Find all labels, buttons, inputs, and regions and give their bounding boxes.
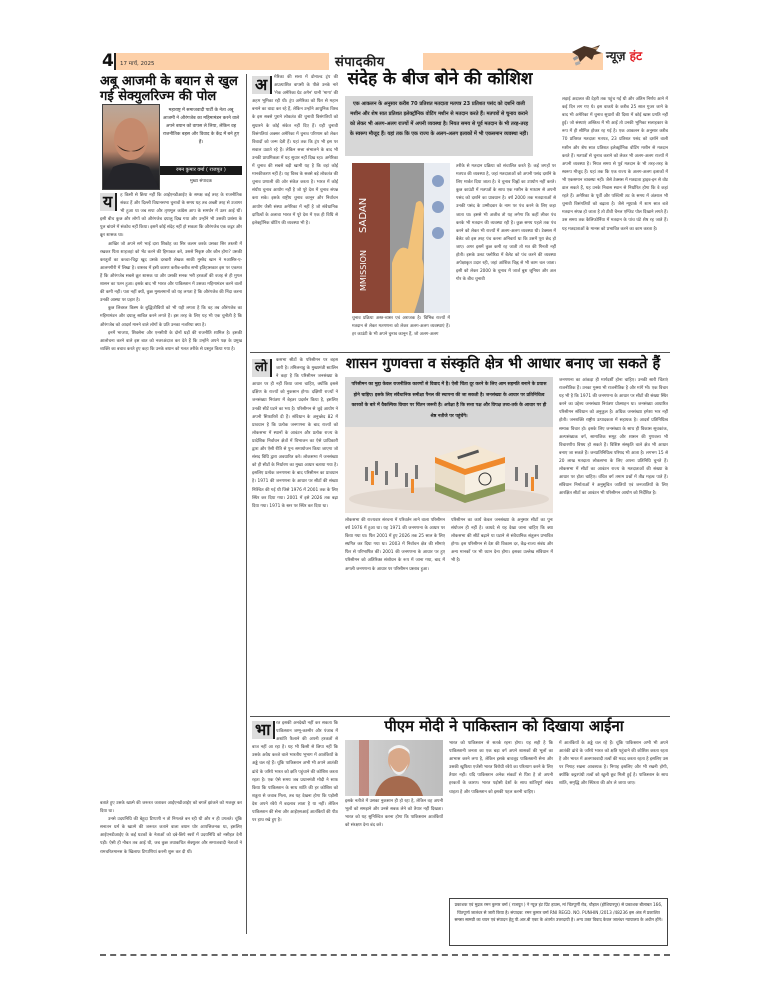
bottom-article-col4: में आतंकियों के अड्डे चल रहे हैं। चूंकि पाकिस्तान अभी भी अपने आतंकी ढांचे के जरिये भारत को क्षति पहुंचाने की कोशिश करता रहता है और भारत में अलगाववादी तत्वों की मदद करता रहता है इसलिए उस पर निगाह रखना आवश्यक है। निगाह इसलिए और भी रखनी होगी, क्योंकि कट्टरपंथी तत्वों को खुली छूट मिली हुई है। पाकिस्तान के साथ शांति, समृद्धि और स्थिरता की ओर ले जाया जाए। [559, 741, 668, 787]
top-article-dropcap: अ [252, 76, 272, 94]
issue-date: 17 मार्च, 2025 [120, 61, 155, 67]
section-title: संपादकीय [335, 55, 385, 70]
newspaper-logo [570, 42, 670, 70]
middle-article-body-b: परिसीमन का कार्य केवल जनसंख्या के अनुसार सीटों का पुनः संयोजन ही नहीं है। कायदे से यह देखा जाना चाहिए कि क्या लोकसभा की सीटें बढ़ाने या घटाने से संवैधानिक संतुलन प्रभावित होगा। इस परिसीमन से देश की विकास दर, केंद्र-राज्य संबंध और अन्य मानकों पर भी ध्यान देना होगा। इसका उल्लेख संविधान में भी है। [451, 518, 553, 564]
bottom-article-dropcap: भा [252, 721, 275, 739]
page-number: 4 [102, 51, 114, 71]
publisher-imprint: प्रकाशक एवं मुद्रक रमन कुमार वर्मा ( राजपूत ) ने न्यूज़ हंट प्रिंट हाउस, मां चिंतपूर्णी रोड, चौहाल (होशियारपुर) से प्रकाशक बीलाबत 166, चिंतपूर्णा जालंधर से जारी किया है। संपादक: रमन कुमार वर्मा RNI REGD. NO. PUNHIN /2013 /48236 इस अंक में प्रकाशित समस्त सामग्री का चयन एवं संपादन हेतु पी.आर.बी एक्ट के अंतर्गत उत्तरदायी है। अन्य उक्त विवाद केवल जालंधर न्यायालय के अधीन होंगे। [449, 898, 668, 946]
dropcap: य [100, 193, 117, 211]
top-article-col4: लड़ाई अदालत की देहरी तक पहुंच गई थी और अंतिम निर्णय आने में कई दिन लग गए थे। इस वाकये के करीब 25 साल गुजर जाने के बाद भी अमेरिका में चुनाव सुधारों की दिशा में कोई खास प्रगति नहीं हुई। जो संस्थाएं अस्तित्व में भी आईं तो उनकी भूमिका सलाहकार के रूप में ही सीमित होकर रह गई है। एक आकलन के अनुसार करीब 70 प्रतिशत मतदाता मतपत्र, 23 प्रतिशत पसंद को दर्शाने वाली मशीन और शेष सात प्रतिशत इलेक्ट्रॉनिक वोटिंग मशीन से मतदान करते हैं। मतपत्रों से चुनाव कराने को लेकर भी अलग-अलग राज्यों में अपनी व्यवस्था है। नियत समय से पूर्व मतदान के भी तरह-तरह के स्वरूप मौजूद हैं। यहां तक कि एक राज्य के अलग-अलग इलाकों में भी एकसमान व्यवस्था नहीं। जैसे टेक्सस में मतदाता ड्राइव-इन से वोट डाल सकते हैं, यह उनके निवास स्थान से निर्धारित होगा कि वे कहां रहते हैं। अमेरिका के पूर्वी और पश्चिमी तट के समय में अंतराल भी चुनावी विसंगतियों को बढ़ाता है। जैसे न्यूयार्क में शाम सात बजे मतदान संपन्न हो जाता है तो टीवी चैनल एग्जिट पोल दिखाने लगते हैं। उस समय तक कैलिफोर्निया में मतदान के पांच घंटे शेष रह जाते हैं। यह मतदाताओं के मानस को प्रभावित करने का काम करता है। [562, 97, 668, 232]
top-article-headline: संदेह के बीज बोने की कोशिश [347, 69, 533, 89]
portrait-illustration [103, 105, 159, 189]
top-article-col1: मेरिका की सत्ता में डोनाल्ड ट्रंप की अप्रत्याशित वापसी के पीछे उनके नारे 'मेक अमेरिका ग्रेट अगेन' यानी 'मागा' की अहम भूमिका रही थी। ट्रंप अमेरिका को फिर से महान बनाने का वादा कर रहे हैं, लेकिन उन्होंने आधुनिक विश्व के इस सबसे पुराने लोकतंत्र की चुनावी विसंगतियों को सुधारने के कोई संकेत नहीं दिए हैं। यही चुनावी विसंगतियां अक्सर अमेरिका में चुनाव परिणाम को लेकर विवादों को जन्म देती हैं। यहां तक कि ट्रंप भी इस पर सवाल उठाते रहे हैं। लेकिन सत्ता संभालने के बाद भी उनकी प्राथमिकता में यह सुधार नहीं दिख रहा। अमेरिका में चुनाव की सबसे बड़ी खामी यह है कि वहां कोई मानकीकरण नहीं है। यह विश्व के सबसे बड़े लोकतंत्र की चुनाव प्रणाली की ओर संकेत करता है। भारत में कोई संघीय चुनाव आयोग नहीं है जो पूरे देश में चुनाव संपन्न करा सके। इसके राष्ट्रीय चुनाव कानून और निर्वाचन आयोग जैसी संस्था अमेरिका में नहीं है जो संवैधानिक दायित्वों के अलावा भारत में पूरे देश में एक ही विधि से इलेक्ट्रॉनिक वोटिंग की व्यवस्था भी है। [252, 75, 338, 226]
top-article-col3: तरीके से मतदान प्रक्रिया को संचालित करते हैं। कई जगहों पर मतपत्र की व्यवस्था है, जहां मतदाताओं को अपनी पसंद दर्शाने के लिए मार्कर दिया जाता है। वे चुनाव चिह्नों का उपयोग नहीं करते। कुछ काउंटी में मतपत्रों के साथ एक मशीन के माध्यम से अपनी पसंद को दर्शाने का प्रावधान है। वर्ष 2000 तक मतदाताओं से उनकी पसंद के उम्मीदवार के नाम पर पंच करने के लिए कहा जाता था। इससे भी अजीब तो यह लगेगा कि कहीं लीवर पंच करके भी मतदान की व्यवस्था रही है। कुछ समय पहले तक पंच करने को लेकर भी राज्यों में अलग-अलग व्यवस्था थी। टेक्सस में बैलेट को इस तरह पंच करना अनिवार्य था कि उसमें पूरा छेद हो जाए। अगर इसमें कुछ कमी रह जाती तो मत की गिनती नहीं होती। इसके उलट फ्लोरिडा में बैलेट को पंच करने की व्यवस्था अपेक्षाकृत उदार रही, जहां आंशिक चिह्न से भी काम चल जाता। इसी को लेकर 2000 के चुनाव में जार्ज बुश जूनियर और अल गोर के बीच चुनावी [456, 164, 556, 283]
voting-finger-illustration [352, 163, 450, 313]
eagle-logo-icon [570, 42, 604, 68]
left-article-body-end: बताते हुए उसके खात्मे की जरूरत जताकर आईएनडीआईए को बगलें झांकने को मजबूर कर दिया था। उनसे उदयनिधि की बेहूदा टिप्पणी न तो निगलते बन रही थी और न ही उगलते। चूंकि सनातन धर्म के खात्मे की जरूरत जताने वाला बयान घोर आपत्तिजनक था, इसलिए आईएनडीआईए के कई घटकों के नेताओं को दबे-छिपे स्वरों में उदयनिधि को नसीहत देनी पड़ी। ऐसी ही नौबत तब आई थी, जब कुछ तथाकथित सेक्युलर और समाजवादी नेताओं ने रामचरितमानस के खिलाफ टिप्पणियां करनी शुरू कर दी थीं। [100, 801, 242, 855]
left-article-intro: महाराष्ट्र में समाजवादी पार्टी के नेता अबू आजमी ने औरंगजेब का महिमामंडन करने वाले अपने बयान को वापस ले लिया, लेकिन वह राजनीतिक बहस और विवाद के केंद्र में बने हुए हैं। [162, 108, 240, 145]
top-article-summary: एक आकलन के अनुसार करीब 70 प्रतिशत मतदाता मतपत्र 23 प्रतिशत पसंद को दर्शाने वाली मशीन और शेष सात प्रतिशत इलेक्ट्रॉनिक वोटिंग मशीन से मतदान करते हैं। मतपत्रों से चुनाव कराने को लेकर भी अलग-अलग राज्यों में अपनी व्यवस्था है। नियत समय से पूर्व मतदान के भी तरह-तरह के स्वरूप मौजूद हैं। यहां तक कि एक राज्य के अलग-अलग इलाकों में भी एकसमान व्यवस्था नहीं। [345, 96, 533, 156]
newspaper-page [100, 49, 670, 955]
author-photo [102, 104, 160, 190]
bottom-article-col1: रत इसकी अनदेखी नहीं कर सकता कि पाकिस्तान जम्मू-कश्मीर और पंजाब में अशांति फैलाने की अपनी हरकतों से बाज नहीं आ रहा है। यह भी किसी से छिपा नहीं कि उसके अवैध कब्जे वाले भारतीय भूभाग में आतंकियों के अड्डे चल रहे हैं। चूंकि पाकिस्तान अभी भी अपने आतंकी ढांचे के जरिये भारत को क्षति पहुंचाने की कोशिश करता रहता है। एक ऐसे समय जब प्रधानमंत्री मोदी ने साफ किया कि पाकिस्तान के साथ शांति की हर कोशिश को शत्रुता से जवाब मिला, तब यह देखना होगा कि पड़ोसी देश अपने रवैये में बदलाव लाता है या नहीं। लेकिन पाकिस्तान की सेना और आईएसआई आतंकियों की पीठ पर हाथ रखे हुए है। [252, 721, 338, 824]
author-byline: रमन कुमार वर्मा ( राजपूत ) [160, 166, 242, 175]
date-strip [114, 53, 329, 70]
middle-article-dropcap: लो [252, 359, 272, 377]
svg-text:SADAN: SADAN [358, 197, 369, 233]
speaker-portrait-illustration [345, 740, 443, 796]
bottom-article-col3: भारत को पाकिस्तान से सतर्क रहना होगा। यह सही है कि पाकिस्तानी जनता का एक बड़ा वर्ग अपने शासकों की भूलों का आभास करने लगा है, लेकिन इसके बावजूद पाकिस्तानी सेना और उसकी खुफिया एजेंसी भारत विरोधी रवैये का परित्याग करने के लिए तैयार नहीं। यदि पाकिस्तान अनेक संकटों से घिरा है तो अपनी हरकतों के कारण। भारत पड़ोसी देशों के साथ शांतिपूर्ण संबंध चाहता है और पाकिस्तान को इसकी पहल करनी चाहिए। [449, 741, 553, 795]
middle-article-col1: कसभा सीटों के परिसीमन पर बहस जारी है। तमिलनाडु के मुख्यमंत्री स्टालिन ने कहा है कि परिसीमन जनसंख्या के आधार पर ही नहीं किया जाना चाहिए, क्योंकि इससे दक्षिण के राज्यों को नुकसान होगा। दक्षिणी राज्यों ने जनसंख्या नियंत्रण में बेहतर प्रदर्शन किया है, इसलिए उनकी सीटें घटने का भय है। परिसीमन से जुड़े आयोग ने अपनी सिफारिशें दी हैं। संविधान के अनुच्छेद 82 में प्रावधान है कि प्रत्येक जनगणना के बाद राज्यों को लोकसभा में स्थानों के आवंटन और प्रत्येक राज्य के प्रादेशिक निर्वाचन क्षेत्रों में विभाजन का ऐसे प्राधिकारी द्वारा और ऐसी रीति से पुनः समायोजन किया जाएगा जो संसद विधि द्वारा अवधारित करे। लोकसभा में जनसंख्या को ही सीटों के निर्धारण का मुख्य आधार बताया गया है। इसलिए प्रत्येक जनगणना के बाद परिसीमन का प्रावधान है। 1971 की जनगणना के आधार पर सीटों की संख्या निश्चित की गई थी जिसे 1976 में 2001 तक के लिए स्थिर कर दिया गया। 2001 में इसे 2026 तक बढ़ा दिया गया। 1971 के स्तर पर स्थिर कर दिया था। [252, 358, 338, 509]
left-article-headline: अबू आजमी के बयान से खुल गई सेक्युलरिज्म की पोल [100, 74, 238, 104]
ballot-box-icon [345, 427, 553, 513]
bottom-article-headline: पीएम मोदी ने पाकिस्तान को दिखाया आईना [384, 717, 624, 735]
svg-text:MMISSION: MMISSION [359, 250, 368, 291]
middle-article-summary: परिसीमन का मुद्दा केवल राजनीतिक कारणों से विवाद में है। ऐसी चिंता दूर करने के लिए आम सहमति बनाने के प्रयास होने चाहिए। इसके लिए संवैधानिक समीक्षा पैनल की स्थापना की जा सकती है। जनसंख्या के आधार पर प्रतिनिधित्व कारकों के बारे में वैकल्पिक विचार पर चिंतन जरूरी है। अपेक्षा है कि सत्ता पक्ष और विपक्ष तथ्य-तर्क के आधार पर ही श्रेष्ठ नतीजे पर पहुंचेंगे। [345, 377, 553, 427]
left-column-end-rule [100, 954, 248, 956]
middle-article-body-a: लोकसभा की राज्यवार संरचना में परिवर्तन लाने वाला परिसीमन वर्ष 1976 में हुआ था। यह 1971 की जनगणना के आधार पर किया गया था। फिर 2001 में हुए 2026 तक 25 साल के लिए स्थगित कर दिया गया था। 2003 में निर्वाचन क्षेत्र की सीमाएं फिर से परिभाषित कीं। 2001 की जनगणना के आधार पर हुए परिसीमन को अतिरिक्त संशोधन के रूप में जाना गया, बाद में अगली जनगणना के आधार पर परिसीमन प्रस्ताव हुआ। [345, 518, 445, 572]
bottom-article-photo-text: इसके नतीजे में उसका नुकसान ही हो रहा है, लेकिन वह अपनी भूलों को समझने और उनसे सबक लेने को तैयार नहीं दिखता। भारत को यह सुनिश्चित करना होगा कि पाकिस्तान आतंकियों को संरक्षण देना बंद करे। [345, 799, 443, 829]
ballot-box-illustration [345, 427, 553, 513]
pm-modi-photo [345, 740, 443, 796]
top-article-photo-caption: चुनाव प्रक्रिया अस्त-व्यस्त एवं अराजक है। विभिन्न राज्यों में मतदान से लेकर मतगणना को लेकर अलग-अलग व्यवस्थाएं हैं। हर काउंटी के भी अपने चुनाव कानून हैं, जो अलग-अलग [352, 316, 450, 338]
middle-article-col3: जनगणना का आंकड़ा ही मार्गदर्शी होना चाहिए। उनकी सारी चिंताएं राजनीतिक हैं। उनका गुस्सा भी राजनीतिक है और मांगें भी। एक विचार यह भी है कि 1971 की जनगणना के आधार पर सीटों की संख्या स्थिर करने का उद्देश्य जनसंख्या नियंत्रण प्रोत्साहन था। जनसंख्या आधारित परिसीमन संविधान को अनुकूल है। अधिक जनसंख्या हमेशा भार नहीं होती। जनशक्ति राष्ट्रीय उत्पादकता में सहायक है। आदर्श प्रतिनिधित्व सम्यक विचार हो। इसके लिए जनसंख्या के साथ ही विकास सूचकांक, अल्पसंख्यक वर्ग, सामाजिक समूह और शासन की गुणवत्ता भी विचारणीय विषय हो सकते हैं। विशिष्ट संस्कृति वाले क्षेत्र भी आधार बनाए जा सकते हैं। जनप्रतिनिधित्व परिषद भी आता है। लगभग 15 से 20 लाख मतदाता लोकसभा के लिए अपना प्रतिनिधि चुनते हैं। लोकसभा में सीटों का आवंटन राज्य के मतदाताओं की संख्या के आधार पर होता चाहिए। वंचित वर्ग तमाम प्रश्नों में तीव्र महत्व पाते हैं। संविधान निर्माताओं ने अनुसूचित जातियों एवं जनजातियों के लिए आरक्षित सीटों का आवंटन भी परिसीमन आयोग को निर्देशित है। [559, 378, 668, 497]
section-divider [250, 352, 670, 353]
author-designation: मुख्य संपादक [190, 179, 212, 184]
brand-name: न्यूज़ हंट [606, 49, 643, 63]
left-article-body: य ह किसी से छिपा नहीं कि आईएनडीआईए के समक्ष कई तरह के राजनीतिक संकट हैं और दिल्ली विधानसभा चुनावों के समय यह तब अच्छी तरह से उजागर भी हुआ था जब सपा और तृणमूल कांग्रेस आप के समर्थन में उतर आई थीं। इसी बीच कुछ और लोगों को औरंगजेब दयालु दिख गया और उन्होंने भी उसकी प्रशंसा के पुल बांधने में संकोच नहीं किया। इसमें कोई संदेह नहीं हो सकता कि औरंगजेब एक कट्टर और क्रूर शासक था। आखिर जो अपने सगे भाई दारा शिकोह का सिर कलम करके उसका सिर तश्तरी में रखकर पिता शाहजहां को भेंट करने की हिमाकत करे, उससे निकृष्ट और कौन होगा? उसकी करतूतों का कच्चा-चिट्ठा खुद उसके दरबारी लेखक साकी मुस्तैद खान ने मआसिर-ए-आलमगीरी में लिखा है। वास्तव में इसी कारण करीब-करीब सभी इतिहासकार इस पर एकमत हैं कि औरंगजेब सबसे क्रूर शासक था और उसकी सनक भरी हरकतों की वजह से ही मुगल शासन का पतन हुआ। इसके बाद भी भारत और पाकिस्तान में उसका महिमामंडन करने वालों की कमी नहीं। पता नहीं क्यों, कुछ मुसलमानों को यह लगता है कि औरंगजेब की निंदा करना उनकी आस्था पर प्रहार है। कुछ लिबरल किस्म के बुद्धिजीवियों को भी यही लगता है कि वह तब औरंगजेब का महिमामंडन और दयालु साबित करने लगते हैं। इस तरह के लिए यह भी एक चुनौती है कि औरंगजेब को आदर्श मानने वाले लोगों के प्रति उनका नजरिया क्या है। इनमें भाजपा, शिवसेना और एनसीपी के दोनों धड़ों की राजनीति शामिल है। इसकी आलोचना करने वाले इस बात को नजरअंदाज कर देते हैं कि उन्होंने अपने पक्ष के प्रमुख व्यक्ति का बचाव करते हुए कहा कि उनके बयान को गलत तरीके से प्रस्तुत किया गया है। [100, 192, 242, 352]
page-end-rule [250, 954, 670, 956]
election-commission-photo [352, 163, 450, 313]
column-divider [246, 74, 247, 934]
middle-article-headline: शासन गुणवत्ता व संस्कृति क्षेत्र भी आधार बनाए जा सकते हैं [345, 356, 661, 372]
